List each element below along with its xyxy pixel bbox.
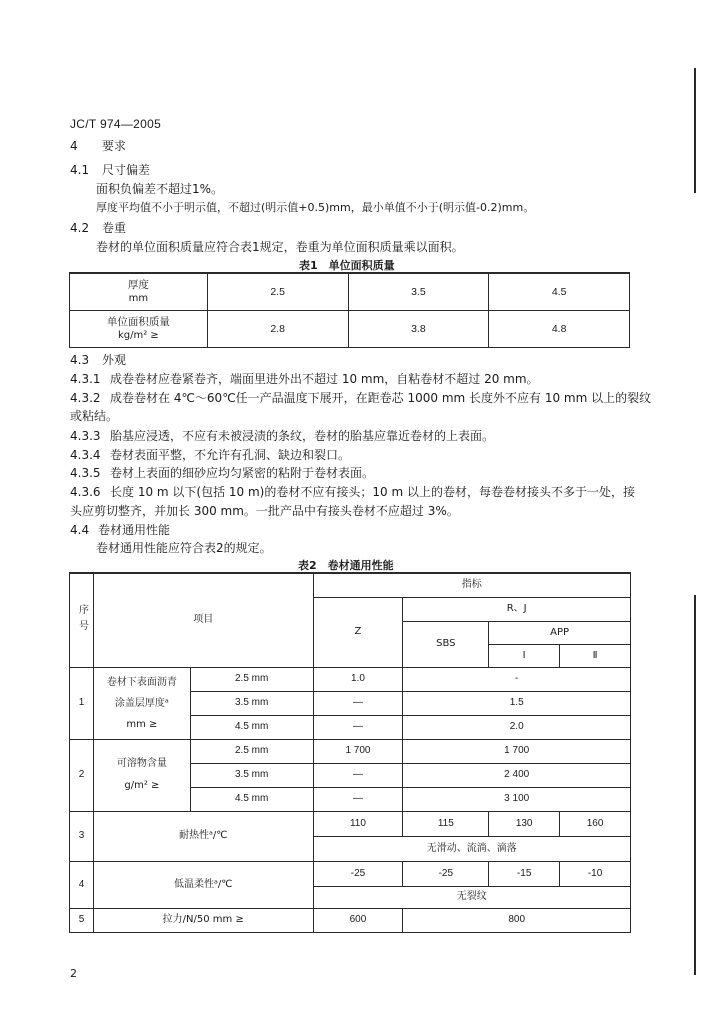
clause: 4.3.3 胎基应浸透，不应有未被浸渍的条纹，卷材的胎基应靠近卷材的上表面。 [70,429,495,443]
table-row [70,861,631,886]
table-note-cell: 无裂纹 [313,886,630,908]
row-label: 耐热性ᵃ/℃ [93,811,313,861]
table-cell: 110 [313,811,403,836]
row-seq: 3 [70,811,94,861]
table-cell: 1.0 [313,667,403,691]
table-note-cell: 无滑动、流淌、滴落 [313,836,630,861]
section-heading: 4.2 卷重 [70,221,127,235]
table-cell: 3 100 [403,787,631,811]
table-row [70,811,631,836]
table-cell: -25 [403,861,489,886]
table-cell: -15 [489,861,560,886]
table-cell: 2.5 [207,273,348,311]
table-cell: - [403,667,631,691]
clause-continuation: 头应剪切整齐，并加长 300 mm。一批产品中有接头卷材不应超过 3%。 [70,504,459,518]
table-cell: -10 [560,861,631,886]
table-cell: — [313,691,403,715]
table-cell: 160 [560,811,631,836]
table-header-row [70,573,631,597]
header-app: APP [489,621,631,644]
row-label: 拉力/N/50 mm ≥ [93,908,313,932]
row-seq: 4 [70,861,94,908]
row-seq: 5 [70,908,94,932]
table-cell: — [313,763,403,787]
size-cell: 2.5 mm [190,667,313,691]
scan-edge-line [694,68,696,193]
table-row [70,273,630,311]
paragraph: 厚度平均值不小于明示值，不超过(明示值+0.5)mm，最小单值不小于(明示值-0.2)mm。 [96,201,535,214]
table-row [70,908,631,932]
size-cell: 3.5 mm [190,691,313,715]
standard-number: JC/T 974—2005 [70,117,162,131]
section-heading: 4.4 卷材通用性能 [70,523,171,537]
size-cell: 4.5 mm [190,787,313,811]
table-row [70,311,630,348]
table-cell: 130 [489,811,560,836]
row-label: 可溶物含量 g/m² ≥ [93,739,190,811]
header-rj: R、J [403,597,631,621]
page-number: 2 [70,967,77,980]
table-cell: 3.8 [348,311,489,348]
clause-continuation: 或粘结。 [70,409,119,423]
size-cell: 3.5 mm [190,763,313,787]
table-cell: 800 [403,908,631,932]
row-seq: 1 [70,667,94,739]
row-label: 低温柔性ᵃ/℃ [93,861,313,908]
table-cell: 115 [403,811,489,836]
paragraph: 面积负偏差不超过1%。 [96,182,224,196]
size-cell: 2.5 mm [190,739,313,763]
table-row [70,739,631,763]
scan-edge-line [694,595,696,975]
header-item: 项目 [93,573,313,667]
size-cell: 4.5 mm [190,715,313,739]
table-cell: 4.8 [489,311,630,348]
section-heading: 4.3 外观 [70,353,127,367]
row-label: 单位面积质量 kg/m² ≥ [70,311,208,348]
clause: 4.3.5 卷材上表面的细砂应均匀紧密的粘附于卷材表面。 [70,466,375,480]
clause: 4.3.2 成卷卷材在 4℃～60℃任一产品温度下展开，在距卷芯 1000 mm 长度外不应有 10 mm 以上的裂纹 [70,391,652,405]
header-z: Z [313,597,403,667]
clause: 4.3.6 长度 10 m 以下(包括 10 m)的卷材不应有接头；10 m 以上的卷材，每卷卷材接头不多于一处，接 [70,485,635,499]
row-label: 卷材下表面沥青 涂盖层厚度ᵃ mm ≥ [93,667,190,739]
table-cell: 2 400 [403,763,631,787]
header-app-2: Ⅱ [560,644,631,667]
table-cell: 2.0 [403,715,631,739]
header-app-1: Ⅰ [489,644,560,667]
table-cell: 1.5 [403,691,631,715]
table-cell: 3.5 [348,273,489,311]
section-heading: 4.1 尺寸偏差 [70,163,151,177]
table-unit-area-mass [69,272,630,348]
row-seq: 2 [70,739,94,811]
table-cell: 2.8 [207,311,348,348]
header-indicator: 指标 [313,573,630,597]
clause: 4.3.1 成卷卷材应卷紧卷齐，端面里进外出不超过 10 mm，自粘卷材不超过 20 mm。 [70,372,539,386]
section-heading: 4 要求 [70,139,127,153]
header-sbs: SBS [403,621,489,667]
table-caption: 表1 单位面积质量 [299,259,395,272]
row-label: 厚度 mm [70,273,208,311]
clause: 4.3.4 卷材表面平整，不允许有孔洞、缺边和裂口。 [70,448,351,462]
table-cell: 600 [313,908,403,932]
table-row [70,667,631,691]
table-cell: 4.5 [489,273,630,311]
table-general-properties [69,572,631,933]
table-cell: 1 700 [313,739,403,763]
paragraph: 卷材通用性能应符合表2的规定。 [96,541,272,555]
table-cell: — [313,787,403,811]
header-seq: 序号 [70,573,94,667]
table-cell: -25 [313,861,403,886]
table-cell: 1 700 [403,739,631,763]
paragraph: 卷材的单位面积质量应符合表1规定，卷重为单位面积质量乘以面积。 [96,240,464,254]
table-caption: 表2 卷材通用性能 [298,559,394,572]
table-cell: — [313,715,403,739]
